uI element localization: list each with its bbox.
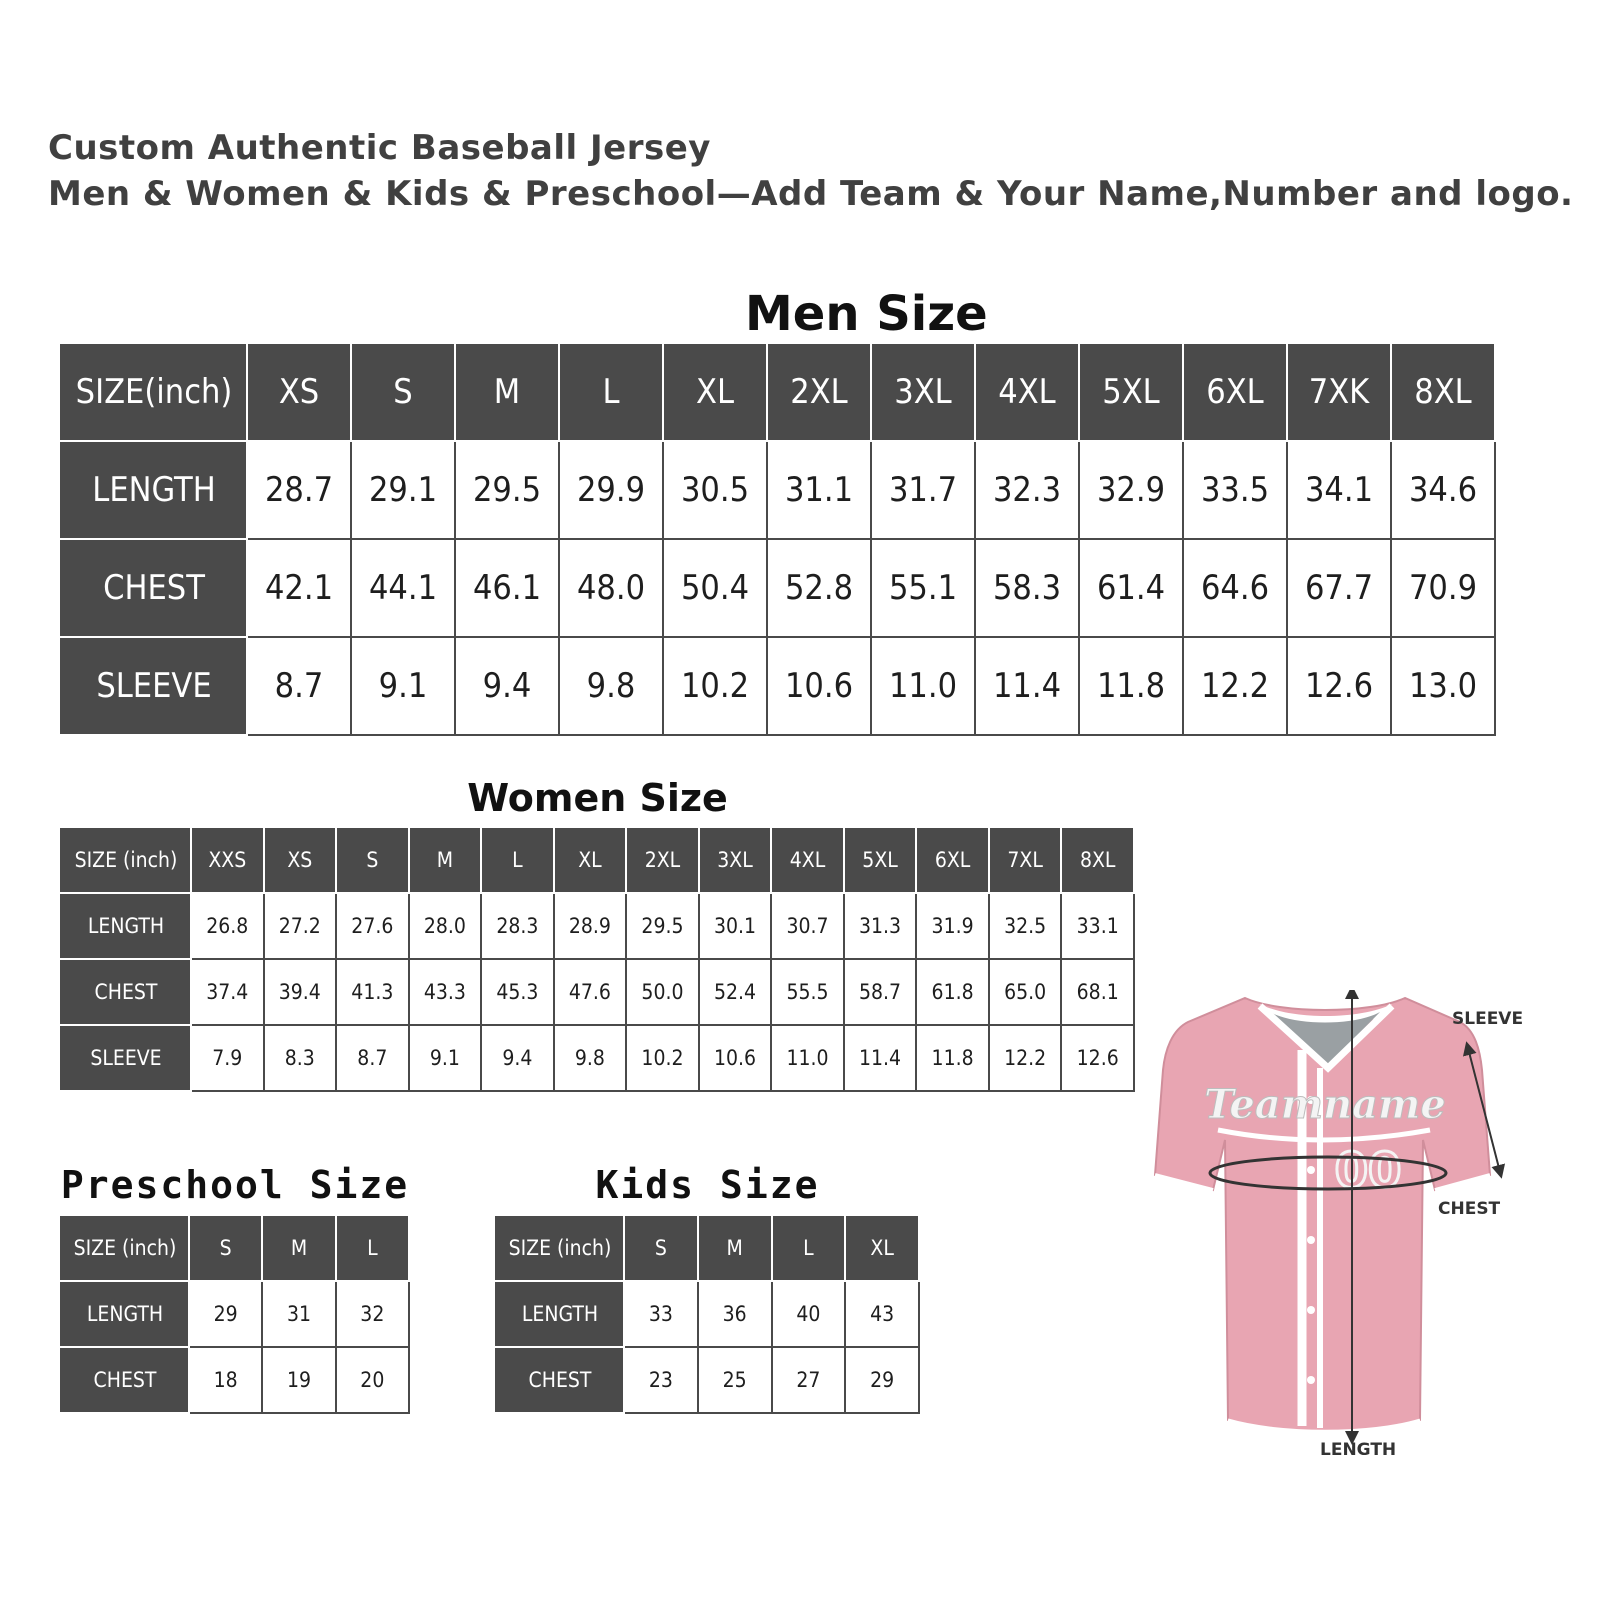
kids-value-cell: 36 <box>698 1281 772 1347</box>
women-row-sleeve <box>61 1025 1134 1091</box>
women-unit-header: SIZE (inch) <box>61 827 191 893</box>
men-value-cell: 9.4 <box>455 637 559 735</box>
men-value-cell: 28.7 <box>247 441 351 539</box>
men-size-header: 8XL <box>1391 343 1495 441</box>
women-value-cell: 10.6 <box>699 1025 772 1091</box>
women-value-cell: 28.3 <box>481 893 554 959</box>
women-size-header: 6XL <box>916 827 989 893</box>
men-size-header: 4XL <box>975 343 1079 441</box>
women-size-header: M <box>409 827 482 893</box>
women-value-cell: 7.9 <box>191 1025 264 1091</box>
men-value-cell: 64.6 <box>1183 539 1287 637</box>
women-size-header: 8XL <box>1061 827 1134 893</box>
preschool-value-cell: 19 <box>262 1347 335 1413</box>
men-value-cell: 12.6 <box>1287 637 1391 735</box>
preschool-row-chest <box>61 1347 409 1413</box>
men-value-cell: 31.1 <box>767 441 871 539</box>
preschool-size-title: Preschool Size <box>60 1163 410 1207</box>
women-size-header: 4XL <box>771 827 844 893</box>
preschool-size-header: S <box>189 1215 262 1281</box>
men-value-cell: 10.6 <box>767 637 871 735</box>
women-size-title: Women Size <box>467 776 728 820</box>
men-size-header: XL <box>663 343 767 441</box>
men-value-cell: 11.0 <box>871 637 975 735</box>
jersey-team-text: Teamname <box>1204 1081 1446 1128</box>
women-value-cell: 26.8 <box>191 893 264 959</box>
women-value-cell: 30.1 <box>699 893 772 959</box>
preschool-value-cell: 18 <box>189 1347 262 1413</box>
women-value-cell: 30.7 <box>771 893 844 959</box>
men-value-cell: 61.4 <box>1079 539 1183 637</box>
jersey-illustration <box>1130 990 1520 1470</box>
men-size-header: M <box>455 343 559 441</box>
men-value-cell: 32.9 <box>1079 441 1183 539</box>
women-size-header: 7XL <box>989 827 1062 893</box>
women-size-header: 2XL <box>626 827 699 893</box>
kids-size-title: Kids Size <box>595 1163 820 1207</box>
men-row-label: LENGTH <box>61 441 247 539</box>
preschool-header-row <box>61 1215 409 1281</box>
men-size-header: 5XL <box>1079 343 1183 441</box>
women-value-cell: 47.6 <box>554 959 627 1025</box>
men-value-cell: 11.8 <box>1079 637 1183 735</box>
women-value-cell: 45.3 <box>481 959 554 1025</box>
kids-row-label: CHEST <box>496 1347 624 1413</box>
chest-label: CHEST <box>1438 1199 1501 1219</box>
women-value-cell: 29.5 <box>626 893 699 959</box>
women-value-cell: 10.2 <box>626 1025 699 1091</box>
kids-size-table <box>495 1214 920 1414</box>
preschool-value-cell: 29 <box>189 1281 262 1347</box>
women-header-row <box>61 827 1134 893</box>
men-unit-header: SIZE(inch) <box>61 343 247 441</box>
men-value-cell: 29.1 <box>351 441 455 539</box>
preschool-unit-header: SIZE (inch) <box>61 1215 189 1281</box>
kids-value-cell: 33 <box>624 1281 698 1347</box>
women-row-length <box>61 893 1134 959</box>
women-value-cell: 37.4 <box>191 959 264 1025</box>
kids-header-row <box>496 1215 919 1281</box>
preschool-value-cell: 31 <box>262 1281 335 1347</box>
women-value-cell: 55.5 <box>771 959 844 1025</box>
women-value-cell: 43.3 <box>409 959 482 1025</box>
men-value-cell: 12.2 <box>1183 637 1287 735</box>
preschool-row-label: CHEST <box>61 1347 189 1413</box>
women-value-cell: 39.4 <box>264 959 337 1025</box>
men-row-chest <box>61 539 1495 637</box>
men-row-length <box>61 441 1495 539</box>
men-size-header: XS <box>247 343 351 441</box>
women-value-cell: 28.9 <box>554 893 627 959</box>
men-value-cell: 31.7 <box>871 441 975 539</box>
men-value-cell: 58.3 <box>975 539 1079 637</box>
men-size-table <box>60 342 1496 736</box>
men-row-sleeve <box>61 637 1495 735</box>
jersey-number-text: 00 <box>1334 1143 1402 1199</box>
women-value-cell: 65.0 <box>989 959 1062 1025</box>
kids-row-chest <box>496 1347 919 1413</box>
women-value-cell: 58.7 <box>844 959 917 1025</box>
men-value-cell: 44.1 <box>351 539 455 637</box>
women-size-header: 5XL <box>844 827 917 893</box>
kids-value-cell: 43 <box>845 1281 919 1347</box>
men-size-header: 2XL <box>767 343 871 441</box>
women-size-header: 3XL <box>699 827 772 893</box>
women-value-cell: 11.8 <box>916 1025 989 1091</box>
women-size-header: XXS <box>191 827 264 893</box>
men-value-cell: 67.7 <box>1287 539 1391 637</box>
men-value-cell: 29.5 <box>455 441 559 539</box>
men-value-cell: 34.1 <box>1287 441 1391 539</box>
men-value-cell: 34.6 <box>1391 441 1495 539</box>
men-value-cell: 55.1 <box>871 539 975 637</box>
kids-value-cell: 29 <box>845 1347 919 1413</box>
kids-value-cell: 40 <box>772 1281 846 1347</box>
kids-row-label: LENGTH <box>496 1281 624 1347</box>
preschool-row-label: LENGTH <box>61 1281 189 1347</box>
women-size-header: S <box>336 827 409 893</box>
women-value-cell: 41.3 <box>336 959 409 1025</box>
preschool-value-cell: 20 <box>336 1347 409 1413</box>
women-size-table <box>60 826 1135 1092</box>
women-row-chest <box>61 959 1134 1025</box>
men-size-header: L <box>559 343 663 441</box>
men-size-header: S <box>351 343 455 441</box>
men-size-header: 7XK <box>1287 343 1391 441</box>
preschool-value-cell: 32 <box>336 1281 409 1347</box>
kids-size-header: S <box>624 1215 698 1281</box>
women-value-cell: 31.9 <box>916 893 989 959</box>
men-value-cell: 13.0 <box>1391 637 1495 735</box>
women-value-cell: 68.1 <box>1061 959 1134 1025</box>
men-value-cell: 30.5 <box>663 441 767 539</box>
kids-size-header: M <box>698 1215 772 1281</box>
men-value-cell: 50.4 <box>663 539 767 637</box>
kids-size-header: L <box>772 1215 846 1281</box>
men-value-cell: 46.1 <box>455 539 559 637</box>
preschool-size-header: M <box>262 1215 335 1281</box>
women-value-cell: 52.4 <box>699 959 772 1025</box>
women-value-cell: 12.2 <box>989 1025 1062 1091</box>
preschool-row-length <box>61 1281 409 1347</box>
men-value-cell: 48.0 <box>559 539 663 637</box>
men-header-row <box>61 343 1495 441</box>
men-value-cell: 52.8 <box>767 539 871 637</box>
men-value-cell: 9.1 <box>351 637 455 735</box>
women-value-cell: 61.8 <box>916 959 989 1025</box>
kids-value-cell: 25 <box>698 1347 772 1413</box>
women-value-cell: 8.7 <box>336 1025 409 1091</box>
women-value-cell: 50.0 <box>626 959 699 1025</box>
kids-value-cell: 23 <box>624 1347 698 1413</box>
length-label: LENGTH <box>1320 1440 1397 1460</box>
women-value-cell: 9.1 <box>409 1025 482 1091</box>
men-value-cell: 32.3 <box>975 441 1079 539</box>
women-value-cell: 8.3 <box>264 1025 337 1091</box>
kids-unit-header: SIZE (inch) <box>496 1215 624 1281</box>
women-value-cell: 31.3 <box>844 893 917 959</box>
women-row-label: CHEST <box>61 959 191 1025</box>
women-size-header: XL <box>554 827 627 893</box>
men-value-cell: 70.9 <box>1391 539 1495 637</box>
women-value-cell: 9.8 <box>554 1025 627 1091</box>
women-value-cell: 33.1 <box>1061 893 1134 959</box>
kids-row-length <box>496 1281 919 1347</box>
women-row-label: SLEEVE <box>61 1025 191 1091</box>
header-line-2: Men & Women & Kids & Preschool—Add Team & Your Name,Number and logo. <box>48 174 1574 214</box>
women-value-cell: 27.6 <box>336 893 409 959</box>
women-value-cell: 12.6 <box>1061 1025 1134 1091</box>
men-value-cell: 10.2 <box>663 637 767 735</box>
women-value-cell: 11.4 <box>844 1025 917 1091</box>
sleeve-label: SLEEVE <box>1452 1009 1524 1029</box>
women-value-cell: 28.0 <box>409 893 482 959</box>
men-value-cell: 9.8 <box>559 637 663 735</box>
men-row-label: CHEST <box>61 539 247 637</box>
men-value-cell: 29.9 <box>559 441 663 539</box>
men-row-label: SLEEVE <box>61 637 247 735</box>
women-value-cell: 27.2 <box>264 893 337 959</box>
header-line-1: Custom Authentic Baseball Jersey <box>48 128 711 168</box>
men-value-cell: 11.4 <box>975 637 1079 735</box>
men-value-cell: 33.5 <box>1183 441 1287 539</box>
women-size-header: XS <box>264 827 337 893</box>
preschool-size-header: L <box>336 1215 409 1281</box>
men-size-header: 3XL <box>871 343 975 441</box>
women-value-cell: 9.4 <box>481 1025 554 1091</box>
men-size-header: 6XL <box>1183 343 1287 441</box>
women-value-cell: 11.0 <box>771 1025 844 1091</box>
kids-value-cell: 27 <box>772 1347 846 1413</box>
women-size-header: L <box>481 827 554 893</box>
women-row-label: LENGTH <box>61 893 191 959</box>
women-value-cell: 32.5 <box>989 893 1062 959</box>
men-value-cell: 42.1 <box>247 539 351 637</box>
men-size-title-text: Men Size <box>745 286 988 342</box>
preschool-size-table <box>60 1214 410 1414</box>
kids-size-header: XL <box>845 1215 919 1281</box>
men-value-cell: 8.7 <box>247 637 351 735</box>
